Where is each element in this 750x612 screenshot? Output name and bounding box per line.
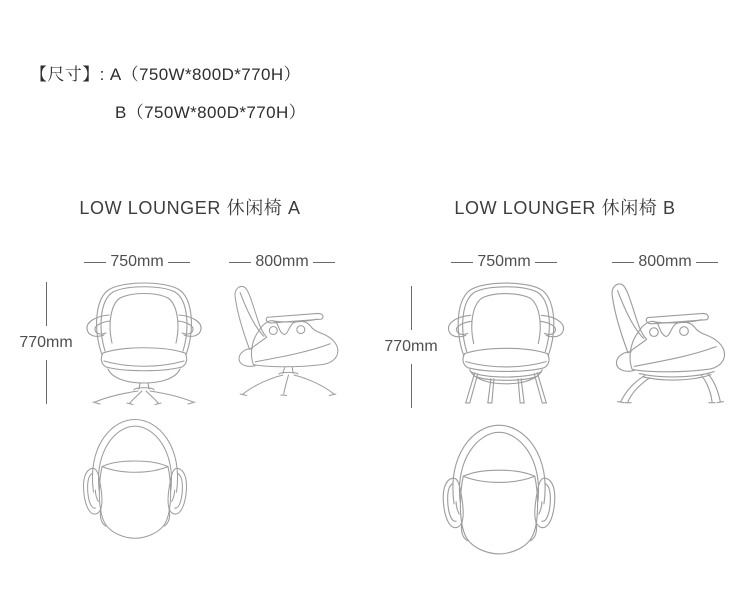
chair-a-front-view-drawing [78,279,210,405]
dimension-label: 750mm [110,253,164,270]
dimension-label: 800mm [638,253,692,270]
dimension-line [612,262,634,263]
chair-a-side-view-drawing [224,278,352,402]
dimension-label: 770mm [19,334,73,351]
dimension-label: 800mm [255,253,309,270]
dimension-line [84,262,106,263]
chair-a-depth-dimension [217,253,347,271]
dimension-line [46,282,47,326]
dimension-line [411,364,412,408]
dimension-line [696,262,718,263]
size-spec-line-b: B（750W*800D*770H） [115,103,307,122]
dimension-line [535,262,557,263]
dimension-line [229,262,251,263]
chair-a-top-view-drawing [78,411,192,543]
chair-b-front-view-drawing [436,279,576,406]
chair-b-depth-dimension [600,253,730,271]
chair-a-height-dimension [14,282,78,404]
dimension-line [46,360,47,404]
chair-b-height-dimension [379,286,443,408]
chair-b-top-view-drawing [436,416,562,559]
chair-b-width-dimension [439,253,569,271]
chair-a-title: LOW LOUNGER 休闲椅 A [79,198,301,218]
chair-b-side-view-drawing [600,278,740,407]
dimension-line [411,286,412,330]
dimension-line [451,262,473,263]
size-spec-line-a: 【尺寸】: A（750W*800D*770H） [30,65,301,84]
dimension-label: 770mm [384,338,438,355]
dimension-line [168,262,190,263]
dimension-label: 750mm [477,253,531,270]
dimension-line [313,262,335,263]
chair-b-title: LOW LOUNGER 休闲椅 B [454,198,676,218]
chair-a-width-dimension [72,253,202,271]
